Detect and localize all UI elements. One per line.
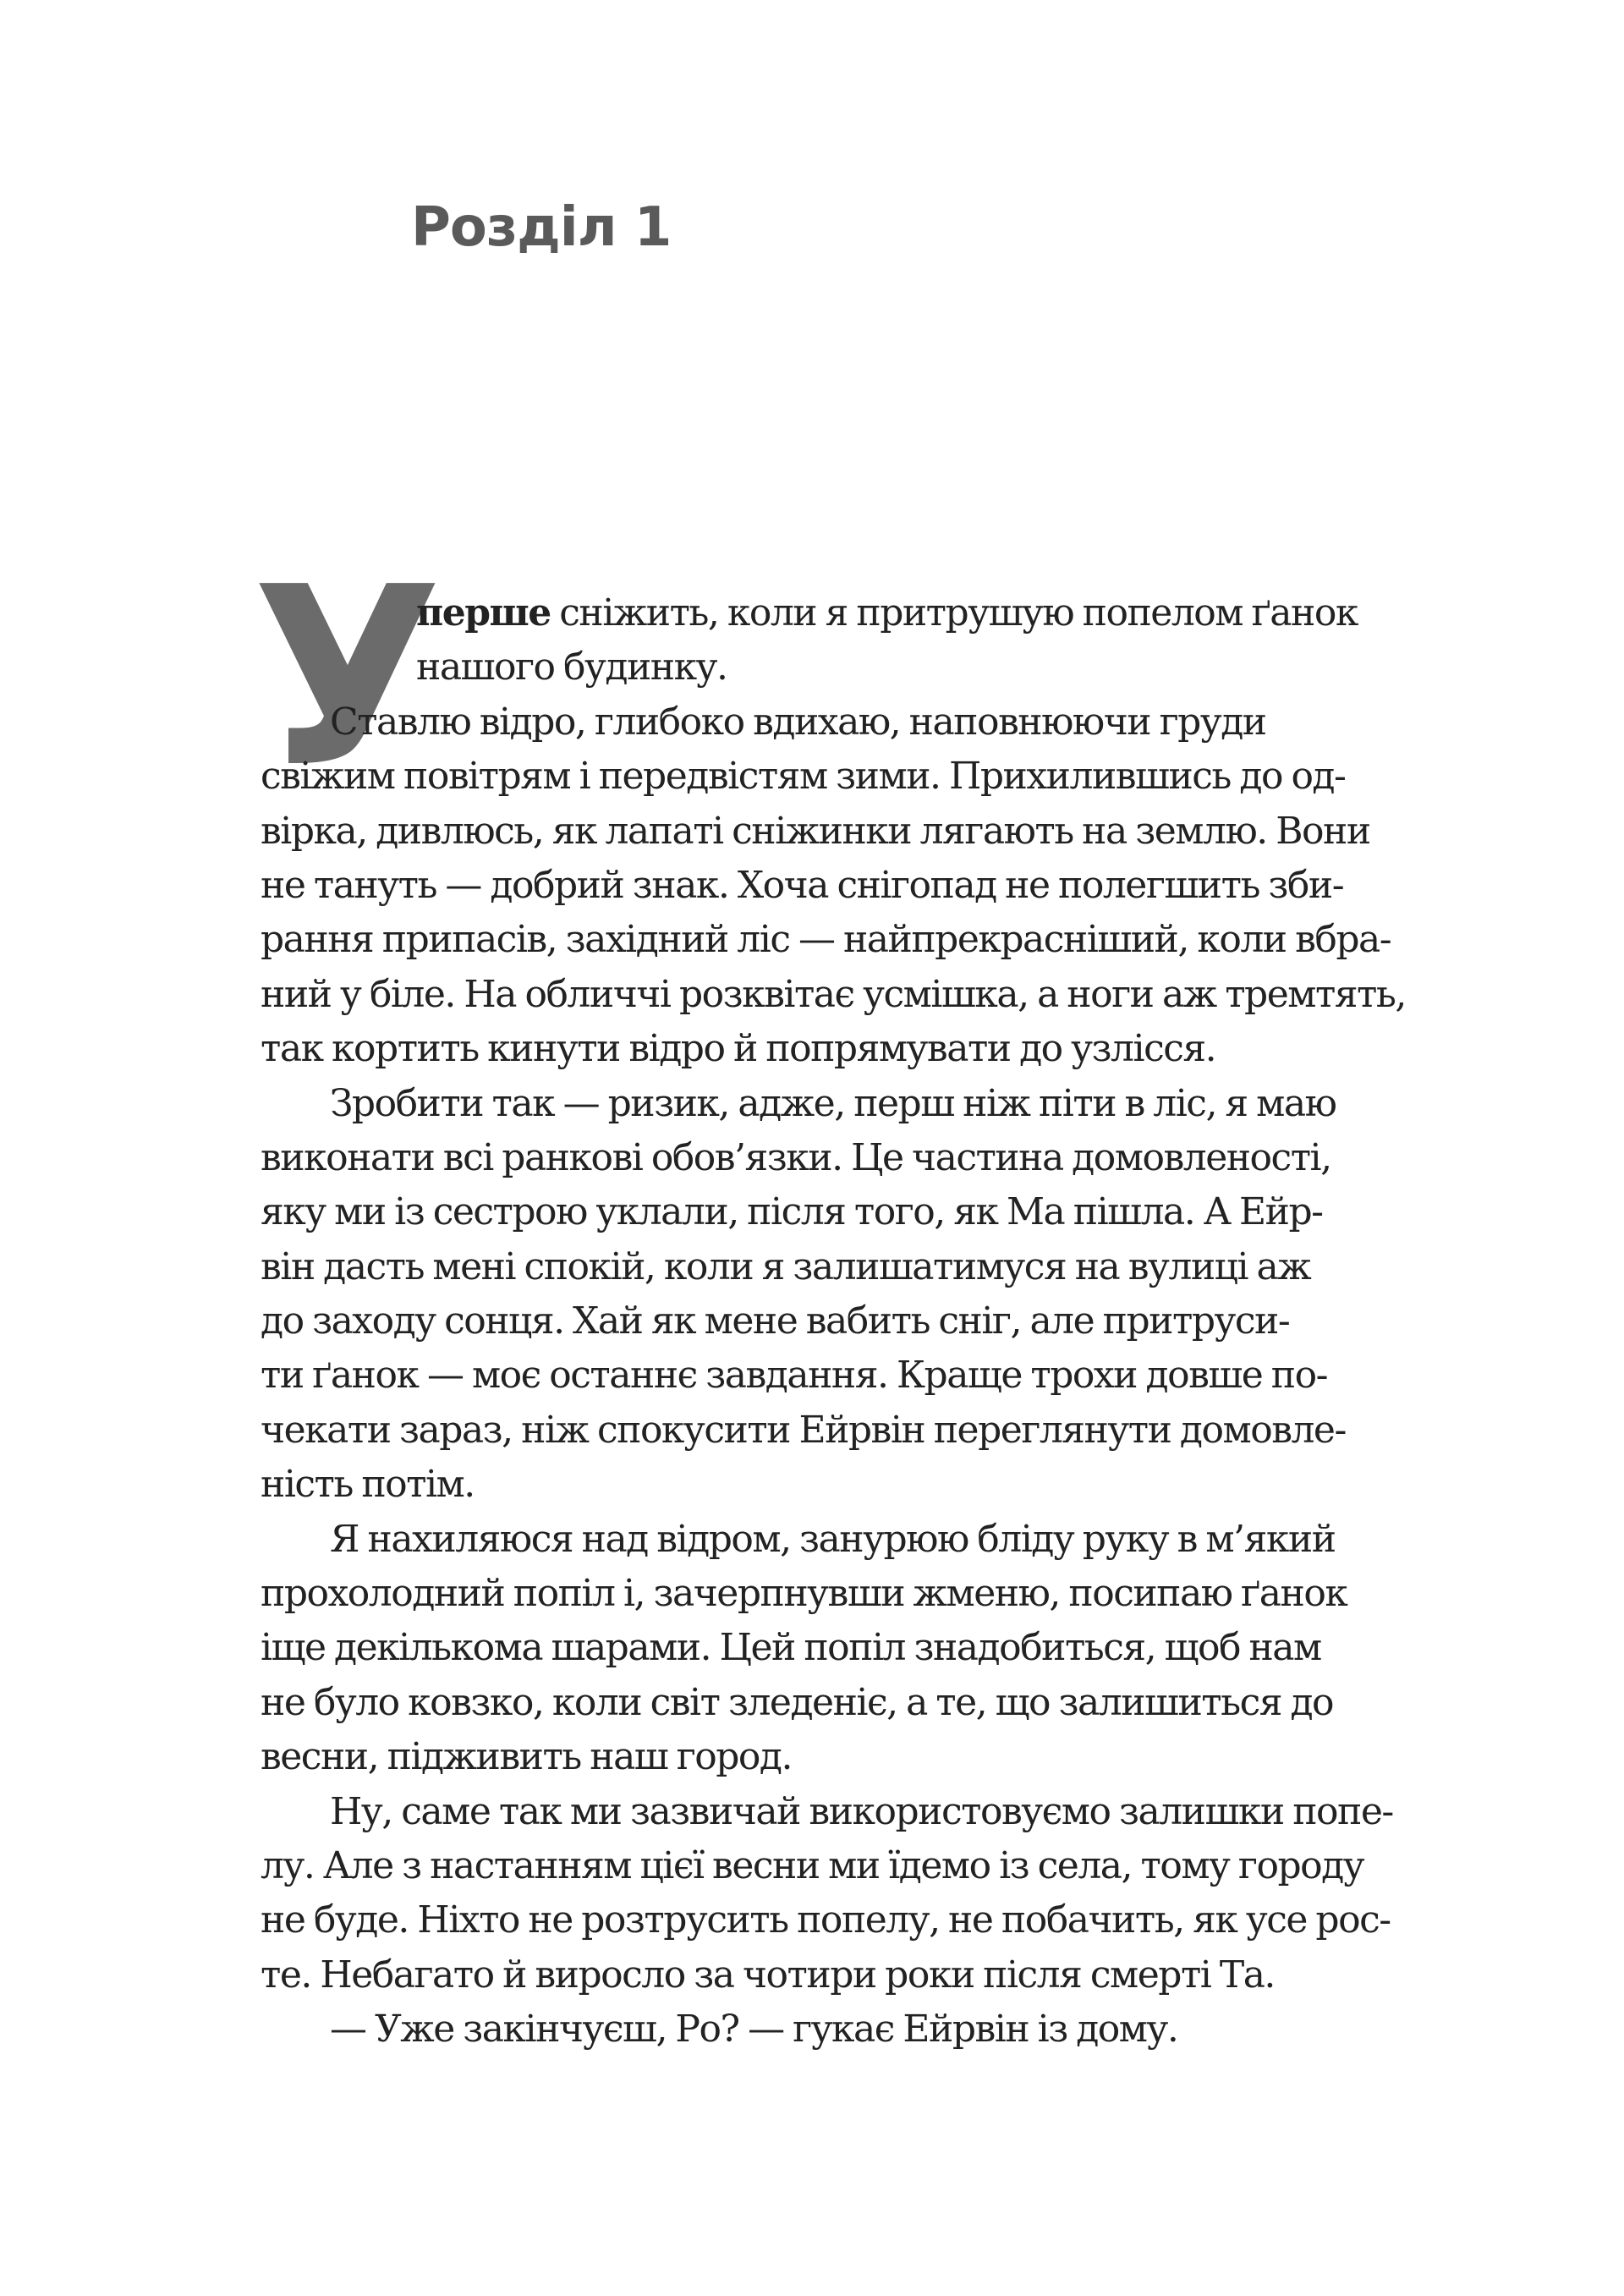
text-line: іще декількома шарами. Цей попіл знадобиться, щоб нам: [261, 1626, 1321, 1670]
text-line: ність потім.: [261, 1463, 475, 1507]
text-line: перше сніжить, коли я притрушую попелом ґанок: [416, 591, 1358, 634]
text-line: він дасть мені спокій, коли я залишатимуся на вулиці аж: [261, 1244, 1311, 1288]
text-line: не було ковзко, коли світ зледеніє, а те, що залишиться до: [261, 1680, 1334, 1724]
text-line: Ставлю відро, глибоко вдихаю, наповнюючи груди: [330, 700, 1266, 744]
text-line: чекати зараз, ніж спокусити Ейрвін переглянути домовле-: [261, 1408, 1346, 1452]
text-line: свіжим повітрям і передвістям зими. Прихилившись до од-: [261, 755, 1346, 799]
text-line: прохолодний попіл і, зачерпнувши жменю, посипаю ґанок: [261, 1572, 1347, 1616]
text-line: яку ми із сестрою уклали, після того, як Ма пішла. А Ейр-: [261, 1190, 1323, 1234]
text-line: до заходу сонця. Хай як мене вабить сніг, але притруси-: [261, 1299, 1290, 1343]
text-line: ний у біле. На обличчі розквітає усмішка, а ноги аж тремтять,: [261, 972, 1406, 1016]
text-line: рання припасів, західний ліс — найпрекрасніший, коли вбра-: [261, 918, 1391, 962]
chapter-title: Розділ 1: [411, 196, 672, 259]
text-line: весни, підживить наш город.: [261, 1735, 792, 1779]
text-line: вірка, дивлюсь, як лапаті сніжинки лягають на землю. Вони: [261, 809, 1370, 853]
text-line: те. Небагато й виросло за чотири роки після смерті Та.: [261, 1953, 1275, 1997]
drop-cap: У: [252, 534, 443, 821]
text-line: нашого будинку.: [416, 645, 727, 689]
text-line: не тануть — добрий знак. Хоча снігопад не полегшить зби-: [261, 863, 1344, 907]
text-line: Зробити так — ризик, адже, перш ніж піти в ліс, я маю: [330, 1081, 1336, 1125]
text-line: не буде. Ніхто не розтрусить попелу, не побачить, як усе рос-: [261, 1898, 1391, 1942]
text-line: Я нахиляюся над відром, занурюю бліду руку в м’який: [330, 1517, 1336, 1561]
text-line: ти ґанок — моє останнє завдання. Краще трохи довше по-: [261, 1354, 1327, 1398]
lead-word: перше: [416, 591, 551, 634]
text-line: лу. Але з настанням цієї весни ми їдемо із села, тому городу: [261, 1843, 1364, 1887]
chapter-text: [261, 586, 1406, 2057]
text-line: — Уже закінчуєш, Ро? — гукає Ейрвін із дому.: [330, 2008, 1178, 2052]
text-line: так кортить кинути відро й попрямувати до узлісся.: [261, 1027, 1216, 1071]
text-line: виконати всі ранкові обов’язки. Це частина домовленості,: [261, 1135, 1331, 1179]
text-line: Ну, саме так ми зазвичай використовуємо залишки попе-: [330, 1789, 1393, 1833]
